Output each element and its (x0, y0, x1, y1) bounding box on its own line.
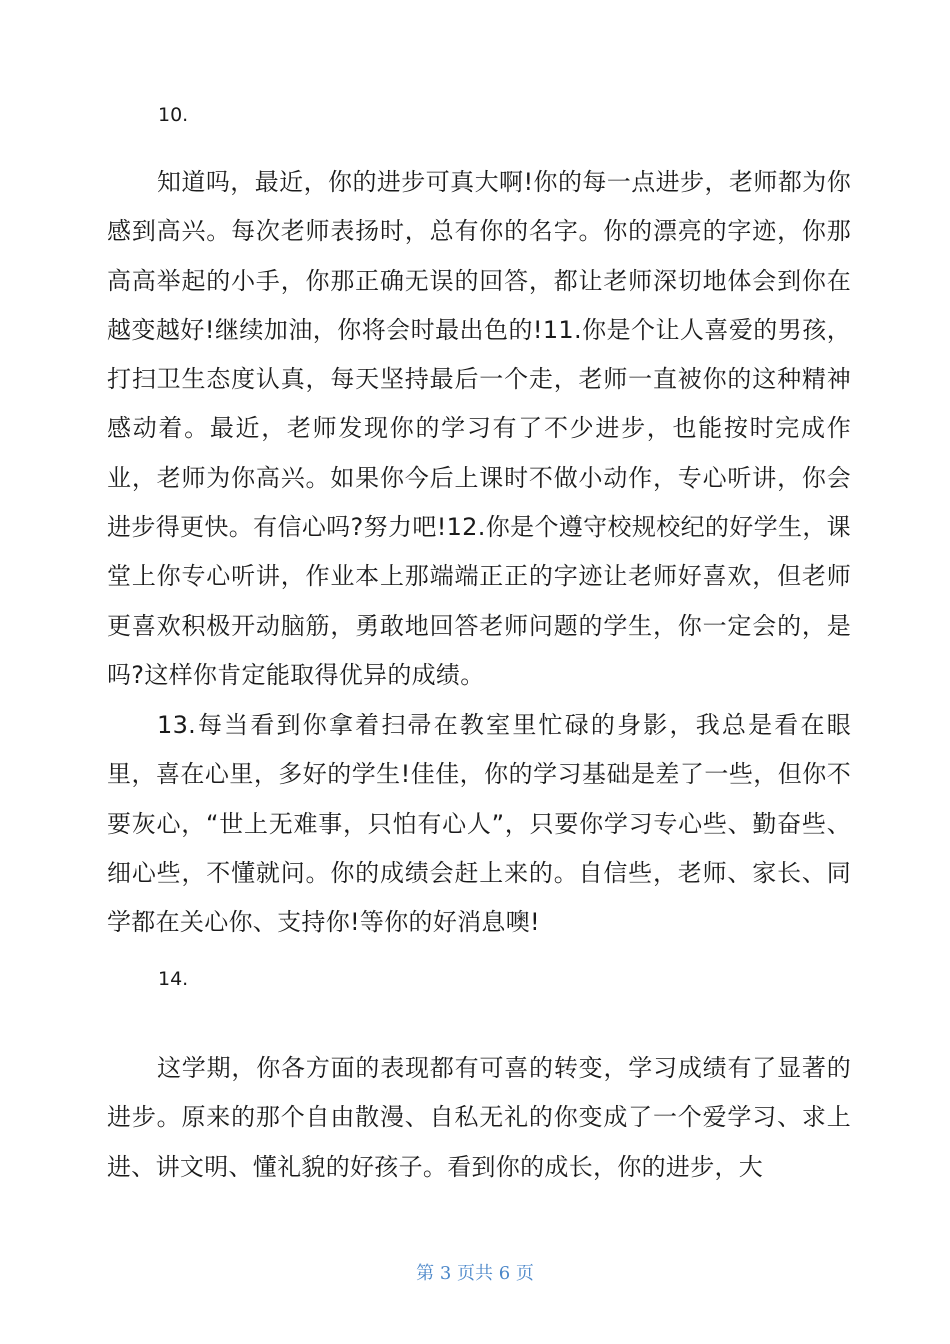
page-footer: 第 3 页共 6 页 (416, 1263, 534, 1284)
item-number-10: 10. (158, 104, 189, 126)
paragraph-comment-14: 这学期，你各方面的表现都有可喜的转变，学习成绩有了显著的进步。原来的那个自由散漫、自私无礼的你变成了一个爱学习、求上进、讲文明、懂礼貌的好孩子。看到你的成长，你的进步，大 (107, 1054, 851, 1181)
paragraph-comment-13: 13.每当看到你拿着扫帚在教室里忙碌的身影，我总是看在眼里，喜在心里，多好的学生!佳佳，你的学习基础是差了一些，但你不要灰心，“世上无难事，只怕有心人”，只要你学习专心些、勤奋些、细心些，不懂就问。你的成绩会赶上来的。自信些，老师、家长、同学都在关心你、支持你!等你的好消息噢! (107, 711, 851, 937)
paragraph-comment-10-12: 知道吗，最近，你的进步可真大啊!你的每一点进步，老师都为你感到高兴。每次老师表扬时，总有你的名字。你的漂亮的字迹，你那高高举起的小手，你那正确无误的回答，都让老师深切地体会到你在越变越好!继续加油，你将会时最出色的!11.你是个让人喜爱的男孩，打扫卫生态度认真，每天坚持最后一个走，老师一直被你的这种精神感动着。最近，老师发现你的学习有了不少进步，也能按时完成作业，老师为你高兴。如果你今后上课时不做小动作，专心听讲，你会进步得更快。有信心吗?努力吧!12.你是个遵守校规校纪的好学生，课堂上你专心听讲，作业本上那端端正正的字迹让老师好喜欢，但老师更喜欢积极开动脑筋，勇敢地回答老师问题的学生，你一定会的，是吗?这样你肯定能取得优异的成绩。 (107, 168, 851, 689)
item-number-14: 14. (158, 968, 189, 990)
